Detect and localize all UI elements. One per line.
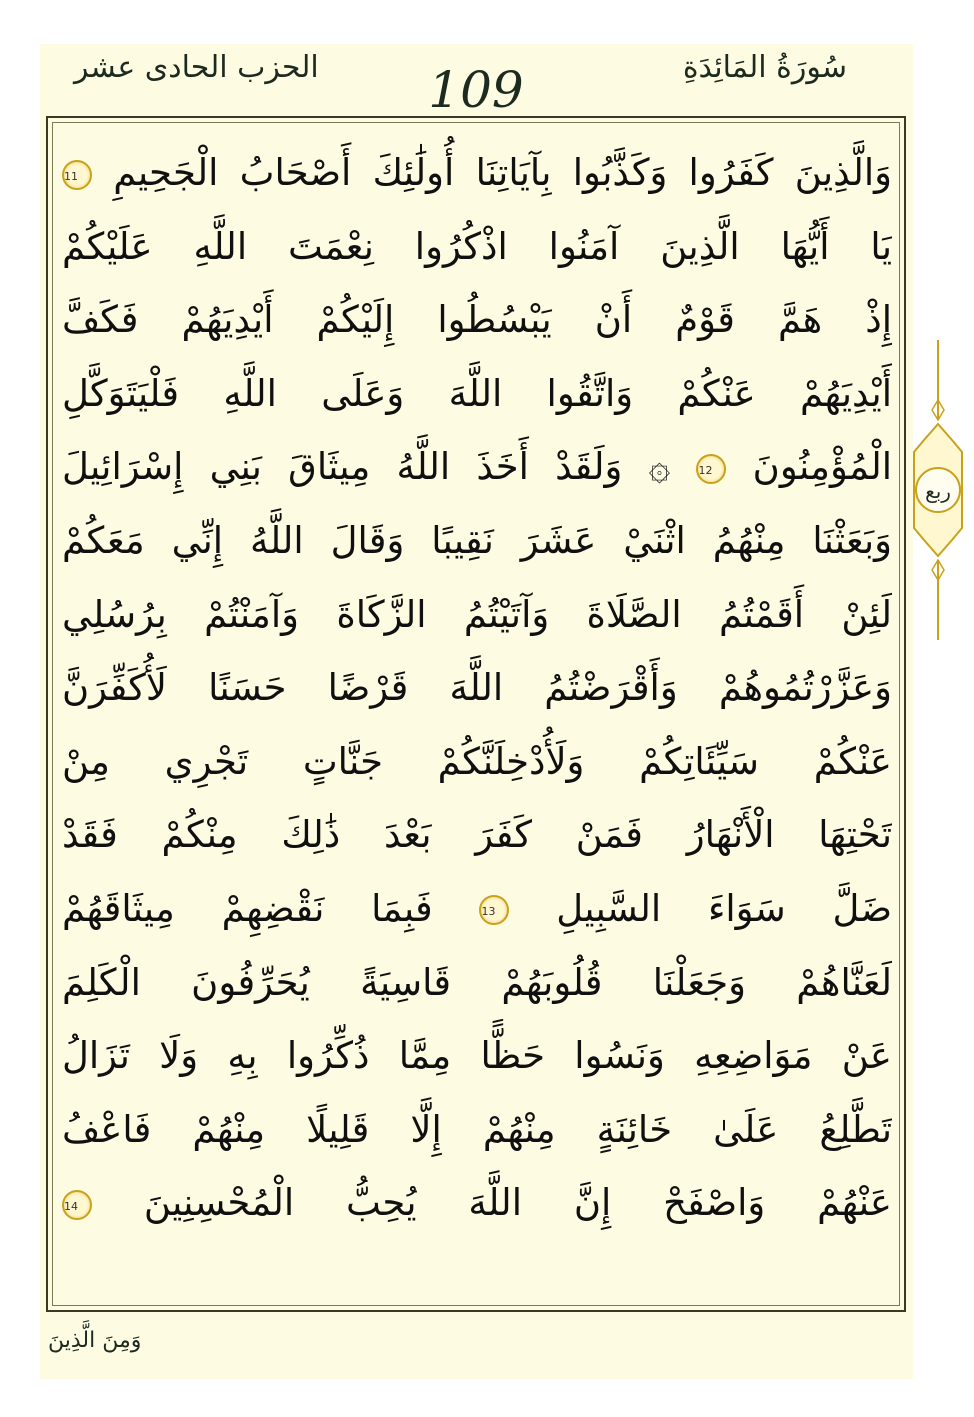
surah-name: سُورَةُ المَائِدَةِ: [682, 50, 847, 85]
verse-line-5: [62, 430, 892, 504]
line-text: يَا أَيُّهَا الَّذِينَ آمَنُوا اذْكُرُوا نِعْمَتَ اللَّهِ عَلَيْكُمْ: [62, 224, 892, 268]
verse-line-12: [62, 946, 892, 1020]
verse-line-4: [62, 357, 892, 431]
verse-line-8: [62, 651, 892, 725]
page-header: [40, 44, 913, 120]
verse-line-1: [62, 136, 892, 210]
hizb-quarter-ornament: [910, 340, 966, 640]
line-text-after: فَبِمَا نَقْضِهِمْ مِيثَاقَهُمْ: [62, 886, 433, 930]
verse-line-15: [62, 1166, 892, 1240]
line-text: وَعَزَّرْتُمُوهُمْ وَأَقْرَضْتُمُ اللَّهَ قَرْضًا حَسَنًا لَأُكَفِّرَنَّ: [62, 666, 892, 710]
verse-line-3: [62, 283, 892, 357]
line-text: تَطَّلِعُ عَلَىٰ خَائِنَةٍ مِنْهُمْ إِلَّا قَلِيلًا مِنْهُمْ فَاعْفُ: [62, 1107, 892, 1151]
line-text: لَئِنْ أَقَمْتُمُ الصَّلَاةَ وَآتَيْتُمُ الزَّكَاةَ وَآمَنْتُمْ بِرُسُلِي: [62, 592, 892, 636]
verse-lines: [62, 136, 892, 1240]
ayah-number-marker: 12: [696, 454, 726, 484]
hizb-quarter-label: ربع: [925, 479, 951, 503]
line-text-after: ۞ وَلَقَدْ أَخَذَ اللَّهُ مِيثَاقَ بَنِي إِسْرَائِيلَ: [62, 445, 671, 489]
catchword: وَمِنَ الَّذِينَ: [48, 1328, 142, 1353]
verse-line-11: [62, 872, 892, 946]
verse-line-13: [62, 1019, 892, 1093]
line-text: وَالَّذِينَ كَفَرُوا وَكَذَّبُوا بِآيَاتِنَا أُولَٰئِكَ أَصْحَابُ الْجَحِيمِ: [113, 151, 892, 194]
verse-line-2: [62, 210, 892, 284]
line-text: أَيْدِيَهُمْ عَنْكُمْ وَاتَّقُوا اللَّهَ وَعَلَى اللَّهِ فَلْيَتَوَكَّلِ: [62, 371, 892, 415]
line-text: تَحْتِهَا الْأَنْهَارُ فَمَنْ كَفَرَ بَعْدَ ذَٰلِكَ مِنْكُمْ فَقَدْ: [62, 813, 892, 857]
verse-line-6: [62, 504, 892, 578]
line-text: عَنْكُمْ سَيِّئَاتِكُمْ وَلَأُدْخِلَنَّكُمْ جَنَّاتٍ تَجْرِي مِنْ: [62, 739, 892, 783]
line-text: عَنْهُمْ وَاصْفَحْ إِنَّ اللَّهَ يُحِبُّ الْمُحْسِنِينَ: [143, 1181, 892, 1225]
ayah-number-marker: 14: [62, 1190, 92, 1220]
verse-line-10: [62, 798, 892, 872]
ayah-number-marker: 11: [62, 160, 92, 190]
verse-line-7: [62, 578, 892, 652]
mushaf-page: [40, 44, 913, 1379]
line-text: لَعَنَّاهُمْ وَجَعَلْنَا قُلُوبَهُمْ قَاسِيَةً يُحَرِّفُونَ الْكَلِمَ: [62, 960, 892, 1004]
ayah-number-marker: 13: [479, 895, 509, 925]
juz-label: الحزب الحادى عشر: [74, 50, 319, 85]
line-text: إِذْ هَمَّ قَوْمٌ أَنْ يَبْسُطُوا إِلَيْكُمْ أَيْدِيَهُمْ فَكَفَّ: [62, 298, 892, 342]
line-text: عَنْ مَوَاضِعِهِ وَنَسُوا حَظًّا مِمَّا ذُكِّرُوا بِهِ وَلَا تَزَالُ: [62, 1034, 892, 1078]
line-text: الْمُؤْمِنُونَ: [752, 445, 892, 489]
page-number: 109: [428, 61, 524, 119]
line-text: وَبَعَثْنَا مِنْهُمُ اثْنَيْ عَشَرَ نَقِيبًا وَقَالَ اللَّهُ إِنِّي مَعَكُمْ: [62, 518, 892, 562]
verse-line-14: [62, 1093, 892, 1167]
verse-line-9: [62, 725, 892, 799]
line-text: ضَلَّ سَوَاءَ السَّبِيلِ: [556, 886, 892, 930]
